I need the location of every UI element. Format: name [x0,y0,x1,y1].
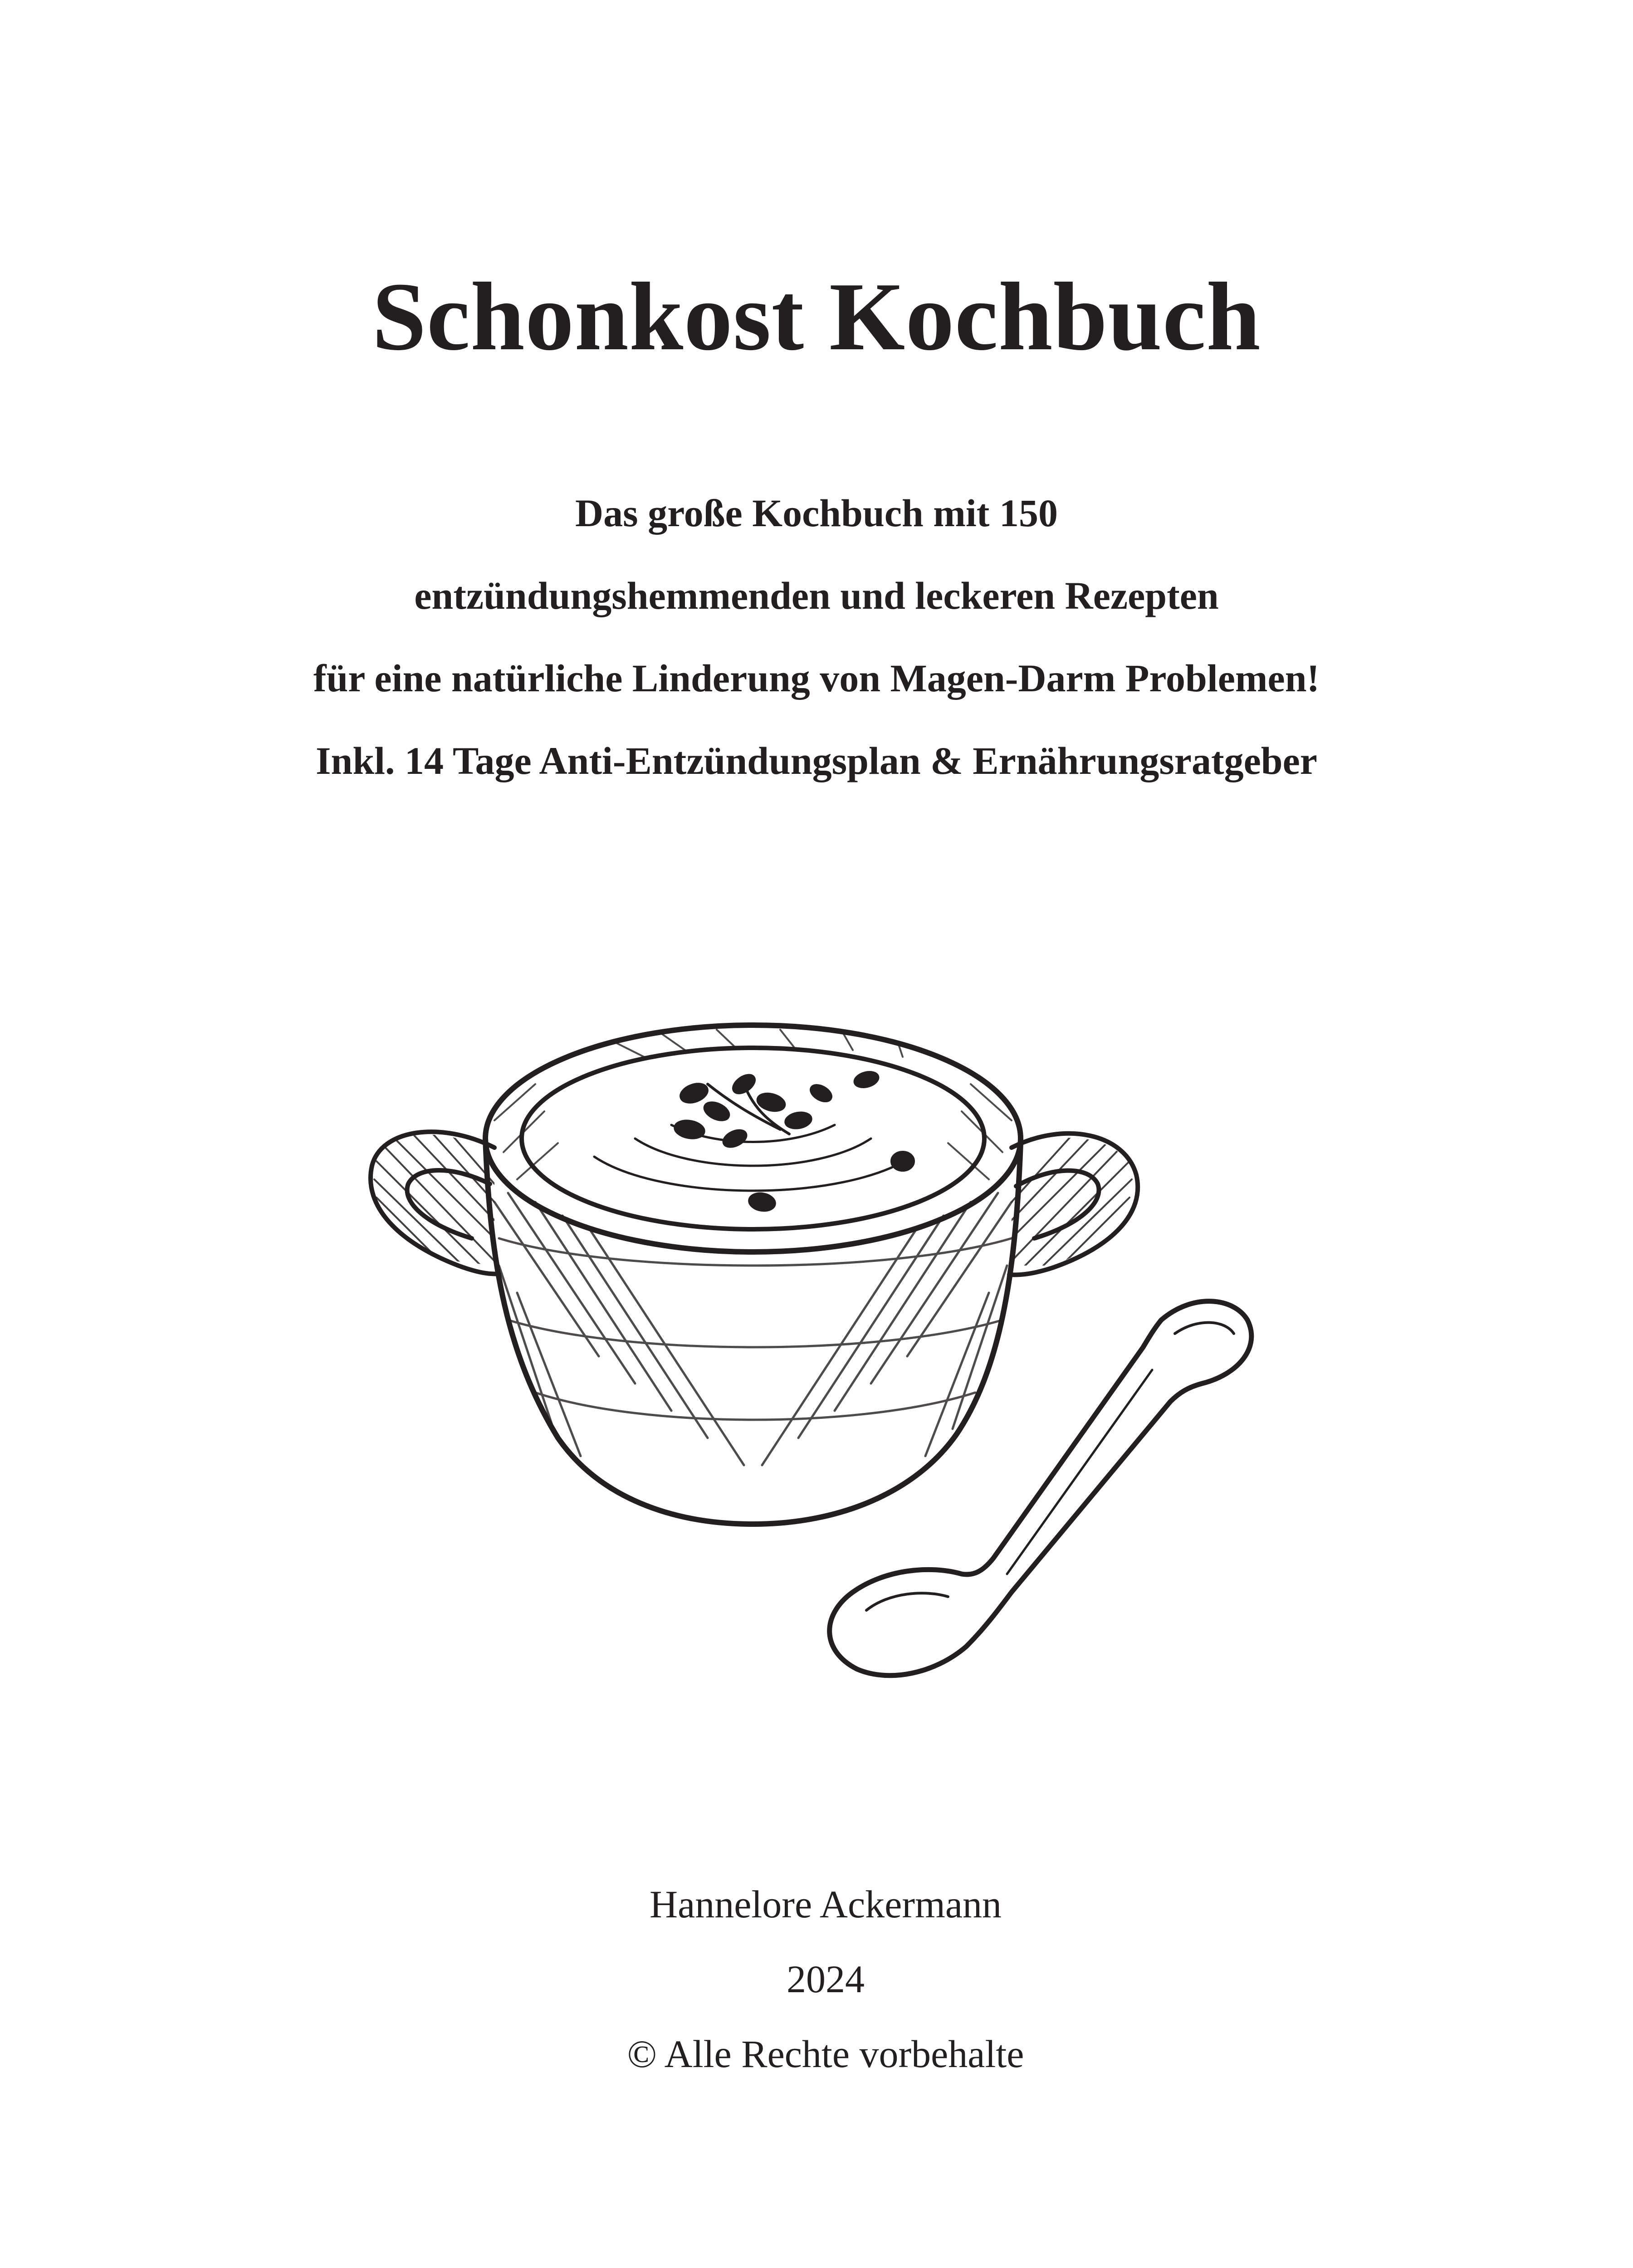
book-subtitle [0,472,1633,802]
author-name: Hannelore Ackermann [649,1882,1002,1926]
subtitle-line: Inkl. 14 Tage Anti-Entzündungsplan & Ernährungsratgeber [316,739,1317,782]
subtitle-line: für eine natürliche Linderung von Magen-Darm Problemen! [313,656,1320,700]
copyright-notice: © Alle Rechte vorbehalte [627,2032,1024,2076]
book-title: Schonkost Kochbuch [372,262,1261,371]
herb-garnish [674,1070,914,1212]
bowl-rim-outer [485,1025,1021,1252]
publication-year: 2024 [787,1957,865,2001]
soup-surface [594,1125,912,1191]
subtitle-line: entzündungshemmenden und leckeren Rezepten [414,574,1219,617]
subtitle-line: Das große Kochbuch mit 150 [575,491,1058,535]
soup-bowl-illustration [345,948,1297,1719]
